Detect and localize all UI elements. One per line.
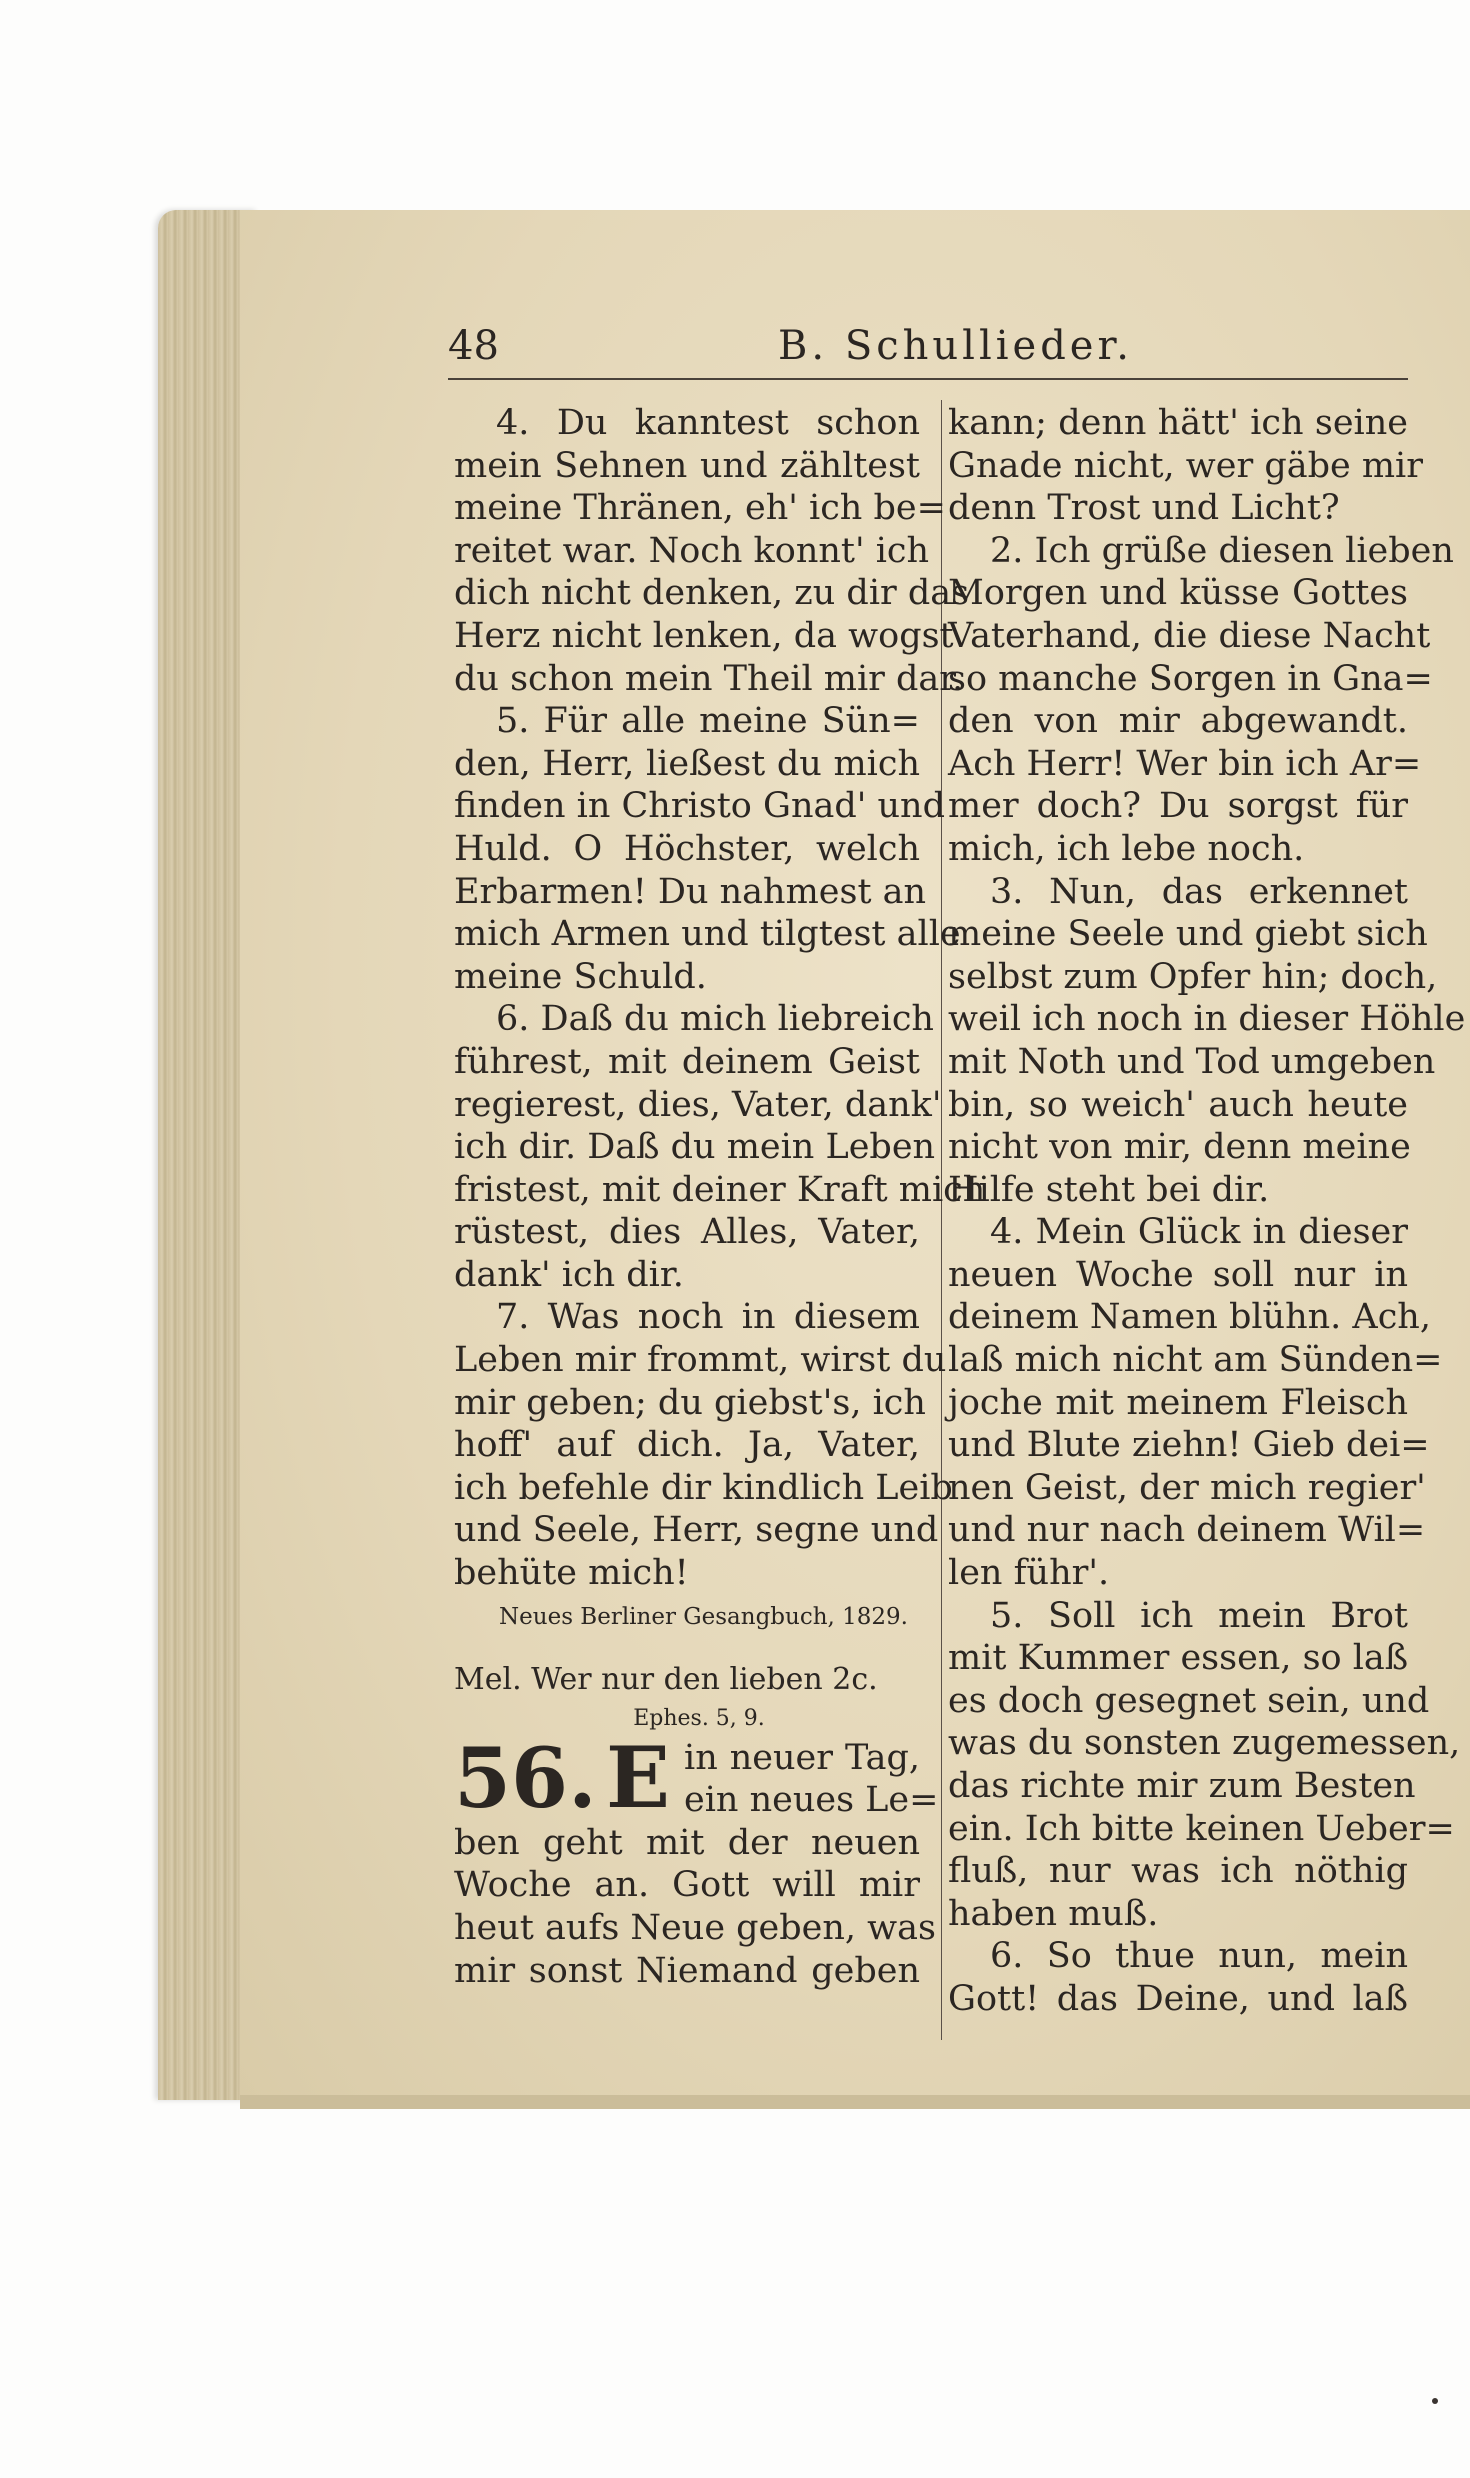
text-line: finden in Christo Gnad' und (454, 786, 946, 827)
right-column (948, 402, 1466, 2021)
text-line: ich befehle dir kindlich Leib (454, 1467, 953, 1508)
drop-cap: E (606, 1727, 671, 1827)
text-line: kann; denn hätt' ich seine (948, 403, 1408, 443)
text-line: Herz nicht lenken, da wogst (454, 615, 954, 656)
text-line: den, Herr, ließest du mich (454, 743, 920, 784)
text-line: deinem Namen blühn. Ach, (948, 1297, 1431, 1338)
text-line: dank' ich dir. (454, 1254, 684, 1295)
dust-speck (1432, 2398, 1438, 2404)
text-line: meine Seele und giebt sich (948, 914, 1428, 955)
left-column (454, 402, 986, 1992)
text-line: meine Thränen, eh' ich be= (454, 488, 946, 529)
text-line: Woche an. Gott will mir (454, 1865, 920, 1906)
scripture-reference: Ephes. 5, 9. (633, 1705, 765, 1731)
text-line: in neuer Tag, (684, 1737, 920, 1778)
text-line: dich nicht denken, zu dir das (454, 573, 970, 614)
text-line: mir sonst Niemand geben (454, 1950, 920, 1991)
text-line: und Blute ziehn! Gieb dei= (948, 1425, 1430, 1466)
text-line: selbst zum Opfer hin; doch, (948, 956, 1438, 997)
text-line: 3. Nun, das erkennet (990, 871, 1408, 912)
text-line: behüte mich! (454, 1553, 689, 1594)
text-line: Vaterhand, die diese Nacht (948, 615, 1431, 656)
text-line: meine Schuld. (454, 956, 707, 997)
text-line: rüstest, dies Alles, Vater, (454, 1212, 920, 1253)
text-line: 7. Was noch in diesem (496, 1297, 920, 1338)
text-line: Gnade nicht, wer gäbe mir (948, 445, 1423, 486)
text-line: 6. Daß du mich liebreich (496, 999, 934, 1040)
text-line: weil ich noch in dieser Höhle (948, 999, 1466, 1040)
text-line: denn Trost und Licht? (948, 488, 1340, 529)
text-line: fristest, mit deiner Kraft mich (454, 1169, 986, 1210)
hymn-opening (454, 1727, 939, 1827)
text-line: regierest, dies, Vater, dank' (454, 1084, 942, 1125)
hymn-number: 56. (454, 1730, 597, 1827)
text-line: ein neues Le= (684, 1780, 939, 1821)
running-title: B. Schullieder. (778, 323, 1133, 369)
text-line: mit Kummer essen, so laß (948, 1638, 1409, 1679)
text-line: neuen Woche soll nur in (948, 1254, 1408, 1295)
text-line: Erbarmen! Du nahmest an (454, 871, 927, 912)
text-line: haben muß. (948, 1893, 1159, 1934)
text-line: ich dir. Daß du mein Leben (454, 1127, 936, 1168)
text-line: 5. Soll ich mein Brot (990, 1595, 1408, 1636)
text-line: und nur nach deinem Wil= (948, 1510, 1426, 1551)
header-rule (448, 378, 1408, 380)
text-line: ein. Ich bitte keinen Ueber= (948, 1808, 1455, 1849)
text-line: mein Sehnen und zähltest (454, 445, 920, 486)
text-line: fluß, nur was ich nöthig (948, 1851, 1408, 1892)
text-line: ben geht mit der neuen (454, 1822, 920, 1863)
text-line: joche mit meinem Fleisch (948, 1382, 1408, 1423)
text-line: Leben mir frommt, wirst du (454, 1340, 947, 1381)
text-line: mir geben; du giebst's, ich (454, 1382, 926, 1423)
text-line: 5. Für alle meine Sün= (496, 701, 920, 742)
text-line: 2. Ich grüße diesen lieben (990, 530, 1454, 571)
text-line: bin, so weich' auch heute (948, 1084, 1408, 1125)
text-line: den von mir abgewandt. (948, 701, 1408, 742)
hymn-attribution: Neues Berliner Gesangbuch, 1829. (499, 1603, 908, 1630)
text-line: nen Geist, der mich regier' (948, 1467, 1426, 1508)
text-line: Hilfe steht bei dir. (948, 1169, 1270, 1210)
text-line: du schon mein Theil mir dar. (454, 658, 964, 699)
text-line: das richte mir zum Besten (948, 1766, 1416, 1806)
text-line: mer doch? Du sorgst für (948, 786, 1408, 827)
text-line: was du sonsten zugemessen, (948, 1723, 1461, 1764)
text-line: Morgen und küsse Gottes (948, 573, 1408, 614)
text-line: 4. Du kanntest schon (496, 403, 920, 443)
text-line: so manche Sorgen in Gna= (948, 658, 1433, 699)
text-line: führest, mit deinem Geist (454, 1041, 920, 1082)
text-line: mich, ich lebe noch. (948, 828, 1305, 869)
text-line: mit Noth und Tod umgeben (948, 1041, 1436, 1082)
text-line: und Seele, Herr, segne und (454, 1510, 939, 1551)
text-line: len führ'. (948, 1553, 1110, 1594)
text-line: nicht von mir, denn meine (948, 1127, 1411, 1168)
text-line: es doch gesegnet sein, und (948, 1680, 1430, 1721)
page-number: 48 (448, 323, 499, 369)
text-line: Ach Herr! Wer bin ich Ar= (948, 743, 1422, 784)
text-line: Huld. O Höchster, welch (454, 828, 920, 869)
text-line: reitet war. Noch konnt' ich (454, 530, 930, 571)
text-line: mich Armen und tilgtest alle (454, 914, 961, 955)
text-line: 6. So thue nun, mein (990, 1936, 1408, 1977)
text-line: 4. Mein Glück in dieser (990, 1212, 1408, 1253)
page-bottom-edge (240, 2095, 1470, 2109)
page-header (448, 318, 1408, 374)
text-line: hoff' auf dich. Ja, Vater, (454, 1425, 920, 1466)
text-line: heut aufs Neue geben, was (454, 1908, 936, 1948)
text-line: Gott! das Deine, und laß (948, 1978, 1408, 2019)
melody-line: Mel. Wer nur den lieben 2c. (454, 1661, 878, 1697)
text-line: laß mich nicht am Sünden= (948, 1340, 1443, 1381)
